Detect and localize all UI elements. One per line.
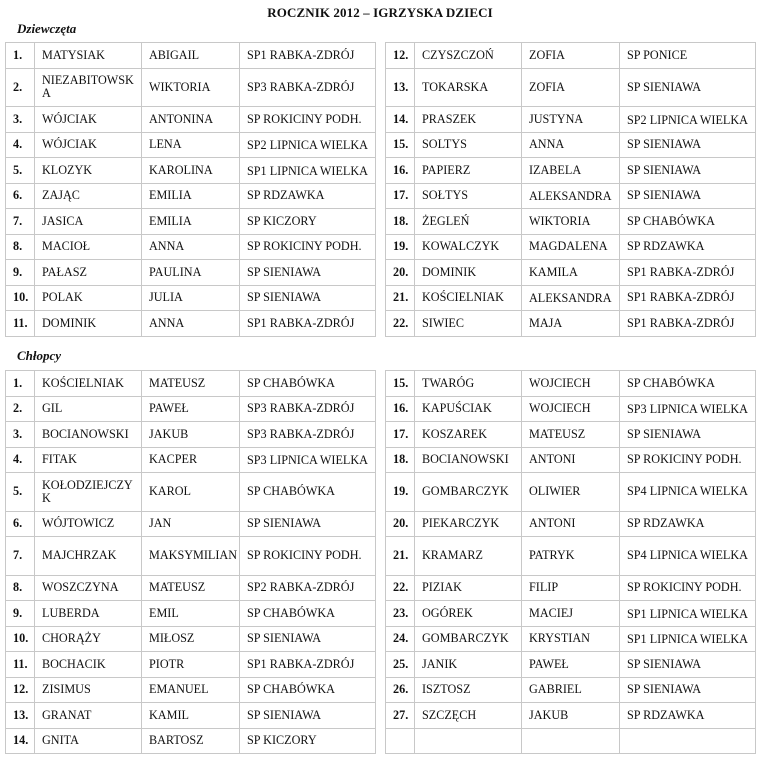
surname-cell	[415, 728, 522, 754]
table-row	[6, 209, 376, 235]
surname-cell: ISZTOSZ	[415, 677, 522, 703]
row-number: 9.	[6, 260, 35, 286]
row-number: 15.	[386, 132, 415, 158]
surname-cell: KOŚCIELNIAK	[415, 285, 522, 311]
first-name-cell: PIOTR	[142, 652, 240, 678]
table-row	[6, 703, 376, 729]
table-row	[386, 183, 756, 209]
surname-cell: PRASZEK	[415, 107, 522, 133]
row-number: 20.	[386, 260, 415, 286]
first-name-cell: FILIP	[522, 575, 620, 601]
first-name-cell: EMANUEL	[142, 677, 240, 703]
row-number: 22.	[386, 311, 415, 337]
table-row	[6, 601, 376, 627]
table-row	[6, 626, 376, 652]
first-name-cell: JAKUB	[142, 422, 240, 448]
school-cell: SP RDZAWKA	[620, 511, 756, 537]
first-name-cell: JULIA	[142, 285, 240, 311]
row-number: 6.	[6, 511, 35, 537]
first-name-cell: KAMIL	[142, 703, 240, 729]
row-number: 10.	[6, 626, 35, 652]
first-name-cell: WIKTORIA	[142, 68, 240, 107]
row-number: 16.	[386, 158, 415, 184]
row-number	[386, 728, 415, 754]
school-cell: SP3 RABKA-ZDRÓJ	[240, 68, 376, 107]
row-number: 21.	[386, 537, 415, 576]
row-number: 15.	[386, 371, 415, 397]
row-number: 17.	[386, 422, 415, 448]
table-row	[386, 422, 756, 448]
row-number: 5.	[6, 473, 35, 512]
table-row	[386, 234, 756, 260]
first-name-cell: ANTONI	[522, 511, 620, 537]
row-number: 3.	[6, 107, 35, 133]
surname-cell: WÓJCIAK	[35, 107, 142, 133]
table-row	[6, 473, 376, 512]
boys-heading: Chłopcy	[17, 348, 62, 363]
table-row	[386, 703, 756, 729]
school-cell: SP1 RABKA-ZDRÓJ	[240, 652, 376, 678]
table-row	[6, 447, 376, 473]
row-number: 25.	[386, 652, 415, 678]
school-cell	[620, 107, 756, 133]
table-row	[6, 396, 376, 422]
girls-table-left	[5, 42, 376, 337]
row-number: 22.	[386, 575, 415, 601]
row-number: 8.	[6, 575, 35, 601]
surname-cell: DOMINIK	[415, 260, 522, 286]
table-row	[386, 473, 756, 512]
school-cell-text: SP1 LIPNICA WIELKA	[627, 632, 748, 647]
table-row	[6, 677, 376, 703]
table-row	[386, 132, 756, 158]
table-row	[386, 575, 756, 601]
surname-cell: SZCZĘCH	[415, 703, 522, 729]
surname-cell: KRAMARZ	[415, 537, 522, 576]
first-name-cell: KACPER	[142, 447, 240, 473]
first-name-cell-text: ALEKSANDRA	[529, 189, 612, 204]
surname-cell: LUBERDA	[35, 601, 142, 627]
school-cell: SP RDZAWKA	[620, 234, 756, 260]
row-number: 6.	[6, 183, 35, 209]
first-name-cell: KRYSTIAN	[522, 626, 620, 652]
surname-cell: ZAJĄC	[35, 183, 142, 209]
surname-cell: MAJCHRZAK	[35, 537, 142, 576]
row-number: 3.	[6, 422, 35, 448]
first-name-cell: EMIL	[142, 601, 240, 627]
first-name-cell: MATEUSZ	[142, 371, 240, 397]
table-row	[6, 132, 376, 158]
school-cell	[240, 447, 376, 473]
first-name-cell: LENA	[142, 132, 240, 158]
school-cell-text: SP2 LIPNICA WIELKA	[247, 138, 368, 153]
first-name-cell	[522, 285, 620, 311]
row-number: 16.	[386, 396, 415, 422]
row-number: 27.	[386, 703, 415, 729]
school-cell: SP SIENIAWA	[620, 183, 756, 209]
table-row	[6, 285, 376, 311]
table-row	[6, 43, 376, 69]
row-number: 4.	[6, 447, 35, 473]
surname-cell: WÓJCIAK	[35, 132, 142, 158]
row-number: 26.	[386, 677, 415, 703]
table-row	[6, 728, 376, 754]
row-number: 1.	[6, 43, 35, 69]
first-name-cell: MACIEJ	[522, 601, 620, 627]
school-cell: SP SIENIAWA	[620, 652, 756, 678]
surname-cell: BOCIANOWSKI	[35, 422, 142, 448]
first-name-cell: JAKUB	[522, 703, 620, 729]
surname-cell: FITAK	[35, 447, 142, 473]
table-row	[386, 396, 756, 422]
table-row	[386, 311, 756, 337]
boys-table-right	[385, 370, 756, 754]
school-cell: SP SIENIAWA	[240, 703, 376, 729]
surname-cell: SIWIEC	[415, 311, 522, 337]
surname-cell: PIZIAK	[415, 575, 522, 601]
school-cell: SP PONICE	[620, 43, 756, 69]
surname-cell: SOŁTYS	[415, 183, 522, 209]
first-name-cell: MIŁOSZ	[142, 626, 240, 652]
school-cell: SP1 RABKA-ZDRÓJ	[620, 311, 756, 337]
girls-heading: Dziewczęta	[17, 21, 77, 36]
school-cell	[620, 626, 756, 652]
row-number: 19.	[386, 473, 415, 512]
row-number: 23.	[386, 601, 415, 627]
table-row	[386, 158, 756, 184]
school-cell: SP KICZORY	[240, 209, 376, 235]
surname-cell: MACIOŁ	[35, 234, 142, 260]
first-name-cell: MATEUSZ	[142, 575, 240, 601]
school-cell: SP CHABÓWKA	[620, 371, 756, 397]
table-row	[6, 575, 376, 601]
table-row	[6, 422, 376, 448]
first-name-cell: IZABELA	[522, 158, 620, 184]
school-cell-text: SP1 LIPNICA WIELKA	[247, 163, 368, 178]
surname-cell: SOLTYS	[415, 132, 522, 158]
table-row	[386, 537, 756, 576]
school-cell: SP4 LIPNICA WIELKA	[620, 537, 756, 576]
surname-cell: KOSZAREK	[415, 422, 522, 448]
row-number: 5.	[6, 158, 35, 184]
row-number: 12.	[6, 677, 35, 703]
school-cell: SP SIENIAWA	[620, 422, 756, 448]
first-name-cell: KAROL	[142, 473, 240, 512]
page-title: ROCZNIK 2012 – IGRZYSKA DZIECI	[267, 5, 493, 20]
row-number: 14.	[386, 107, 415, 133]
first-name-cell-text: ALEKSANDRA	[529, 291, 612, 306]
school-cell: SP CHABÓWKA	[240, 473, 376, 512]
surname-cell: CHORĄŻY	[35, 626, 142, 652]
school-cell: SP SIENIAWA	[240, 511, 376, 537]
row-number: 19.	[386, 234, 415, 260]
first-name-cell: KAROLINA	[142, 158, 240, 184]
school-cell	[620, 396, 756, 422]
first-name-cell: PATRYK	[522, 537, 620, 576]
school-cell-text: SP1 LIPNICA WIELKA	[627, 606, 748, 621]
table-row	[6, 234, 376, 260]
row-number: 2.	[6, 396, 35, 422]
surname-cell: WÓJTOWICZ	[35, 511, 142, 537]
school-cell: SP RDZAWKA	[620, 703, 756, 729]
first-name-cell: JAN	[142, 511, 240, 537]
table-row	[6, 537, 376, 576]
row-number: 11.	[6, 652, 35, 678]
girls-table-right	[385, 42, 756, 337]
row-number: 13.	[6, 703, 35, 729]
first-name-cell: WOJCIECH	[522, 371, 620, 397]
surname-cell: DOMINIK	[35, 311, 142, 337]
row-number: 17.	[386, 183, 415, 209]
row-number: 13.	[386, 68, 415, 107]
table-row	[6, 183, 376, 209]
table-row	[386, 285, 756, 311]
first-name-cell: GABRIEL	[522, 677, 620, 703]
school-cell: SP SIENIAWA	[240, 285, 376, 311]
first-name-cell: KAMILA	[522, 260, 620, 286]
table-row	[386, 677, 756, 703]
school-cell: SP SIENIAWA	[240, 260, 376, 286]
school-cell-text: SP3 LIPNICA WIELKA	[247, 453, 368, 468]
surname-cell: GNITA	[35, 728, 142, 754]
first-name-cell: ANNA	[522, 132, 620, 158]
school-cell: SP SIENIAWA	[620, 677, 756, 703]
row-number: 18.	[386, 447, 415, 473]
surname-cell: WOSZCZYNA	[35, 575, 142, 601]
table-row	[6, 158, 376, 184]
school-cell	[620, 728, 756, 754]
school-cell: SP SIENIAWA	[620, 68, 756, 107]
boys-table-left	[5, 370, 376, 754]
school-cell: SP SIENIAWA	[240, 626, 376, 652]
table-row	[386, 260, 756, 286]
school-cell: SP4 LIPNICA WIELKA	[620, 473, 756, 512]
first-name-cell: PAWEŁ	[142, 396, 240, 422]
surname-cell: PAŁASZ	[35, 260, 142, 286]
surname-cell: KLOZYK	[35, 158, 142, 184]
surname-cell: JANIK	[415, 652, 522, 678]
first-name-cell	[522, 728, 620, 754]
school-cell: SP1 RABKA-ZDRÓJ	[620, 285, 756, 311]
school-cell: SP2 RABKA-ZDRÓJ	[240, 575, 376, 601]
surname-cell: GOMBARCZYK	[415, 473, 522, 512]
first-name-cell: ABIGAIL	[142, 43, 240, 69]
surname-cell: GIL	[35, 396, 142, 422]
school-cell: SP1 RABKA-ZDRÓJ	[240, 311, 376, 337]
school-cell: SP SIENIAWA	[620, 158, 756, 184]
first-name-cell: MAJA	[522, 311, 620, 337]
table-row	[386, 68, 756, 107]
first-name-cell: JUSTYNA	[522, 107, 620, 133]
school-cell: SP SIENIAWA	[620, 132, 756, 158]
surname-cell: MATYSIAK	[35, 43, 142, 69]
school-cell: SP ROKICINY PODH.	[240, 537, 376, 576]
row-number: 11.	[6, 311, 35, 337]
row-number: 1.	[6, 371, 35, 397]
first-name-cell: PAWEŁ	[522, 652, 620, 678]
school-cell: SP1 RABKA-ZDRÓJ	[240, 43, 376, 69]
table-row	[386, 626, 756, 652]
first-name-cell: WIKTORIA	[522, 209, 620, 235]
row-number: 9.	[6, 601, 35, 627]
school-cell: SP3 RABKA-ZDRÓJ	[240, 422, 376, 448]
first-name-cell: MAGDALENA	[522, 234, 620, 260]
table-row	[386, 209, 756, 235]
row-number: 14.	[6, 728, 35, 754]
table-row	[6, 652, 376, 678]
school-cell: SP RDZAWKA	[240, 183, 376, 209]
row-number: 24.	[386, 626, 415, 652]
surname-cell: OGÓREK	[415, 601, 522, 627]
first-name-cell: ANTONI	[522, 447, 620, 473]
first-name-cell: ANNA	[142, 234, 240, 260]
surname-cell: TWARÓG	[415, 371, 522, 397]
school-cell: SP ROKICINY PODH.	[240, 107, 376, 133]
first-name-cell	[522, 183, 620, 209]
first-name-cell: ANTONINA	[142, 107, 240, 133]
surname-cell: PAPIERZ	[415, 158, 522, 184]
table-row	[386, 43, 756, 69]
first-name-cell: BARTOSZ	[142, 728, 240, 754]
school-cell: SP ROKICINY PODH.	[620, 575, 756, 601]
first-name-cell: EMILIA	[142, 183, 240, 209]
table-row	[6, 311, 376, 337]
table-row	[386, 601, 756, 627]
table-row	[386, 107, 756, 133]
school-cell	[240, 132, 376, 158]
row-number: 8.	[6, 234, 35, 260]
first-name-cell: MAKSYMILIAN	[142, 537, 240, 576]
surname-cell: NIEZABITOWSKA	[35, 68, 142, 107]
row-number: 7.	[6, 537, 35, 576]
table-row	[6, 107, 376, 133]
surname-cell: KOWALCZYK	[415, 234, 522, 260]
first-name-cell: EMILIA	[142, 209, 240, 235]
school-cell: SP ROKICINY PODH.	[620, 447, 756, 473]
school-cell: SP CHABÓWKA	[240, 677, 376, 703]
school-cell: SP CHABÓWKA	[240, 601, 376, 627]
table-row	[6, 260, 376, 286]
school-cell: SP CHABÓWKA	[620, 209, 756, 235]
row-number: 4.	[6, 132, 35, 158]
surname-cell: TOKARSKA	[415, 68, 522, 107]
surname-cell: KOŁODZIEJCZYK	[35, 473, 142, 512]
surname-cell: ŻEGLEŃ	[415, 209, 522, 235]
school-cell-text: SP2 LIPNICA WIELKA	[627, 112, 748, 127]
first-name-cell: ZOFIA	[522, 68, 620, 107]
school-cell: SP ROKICINY PODH.	[240, 234, 376, 260]
row-number: 12.	[386, 43, 415, 69]
first-name-cell: ANNA	[142, 311, 240, 337]
first-name-cell: PAULINA	[142, 260, 240, 286]
first-name-cell: MATEUSZ	[522, 422, 620, 448]
school-cell	[620, 601, 756, 627]
first-name-cell: ZOFIA	[522, 43, 620, 69]
row-number: 20.	[386, 511, 415, 537]
surname-cell: POLAK	[35, 285, 142, 311]
first-name-cell: WOJCIECH	[522, 396, 620, 422]
table-row	[386, 652, 756, 678]
school-cell-text: SP3 LIPNICA WIELKA	[627, 402, 748, 417]
row-number: 18.	[386, 209, 415, 235]
table-row	[6, 371, 376, 397]
table-row	[6, 68, 376, 107]
school-cell: SP1 RABKA-ZDRÓJ	[620, 260, 756, 286]
surname-cell: BOCIANOWSKI	[415, 447, 522, 473]
row-number: 2.	[6, 68, 35, 107]
surname-cell: BOCHACIK	[35, 652, 142, 678]
table-row	[386, 371, 756, 397]
table-row	[386, 728, 756, 754]
row-number: 7.	[6, 209, 35, 235]
surname-cell: PIEKARCZYK	[415, 511, 522, 537]
surname-cell: GOMBARCZYK	[415, 626, 522, 652]
surname-cell: KOŚCIELNIAK	[35, 371, 142, 397]
table-row	[386, 447, 756, 473]
surname-cell: JASICA	[35, 209, 142, 235]
surname-cell: KAPUŚCIAK	[415, 396, 522, 422]
school-cell	[240, 158, 376, 184]
table-row	[386, 511, 756, 537]
row-number: 10.	[6, 285, 35, 311]
school-cell: SP CHABÓWKA	[240, 371, 376, 397]
row-number: 21.	[386, 285, 415, 311]
table-row	[6, 511, 376, 537]
school-cell: SP3 RABKA-ZDRÓJ	[240, 396, 376, 422]
surname-cell: GRANAT	[35, 703, 142, 729]
first-name-cell: OLIWIER	[522, 473, 620, 512]
surname-cell: CZYSZCZOŃ	[415, 43, 522, 69]
school-cell: SP KICZORY	[240, 728, 376, 754]
surname-cell: ZISIMUS	[35, 677, 142, 703]
